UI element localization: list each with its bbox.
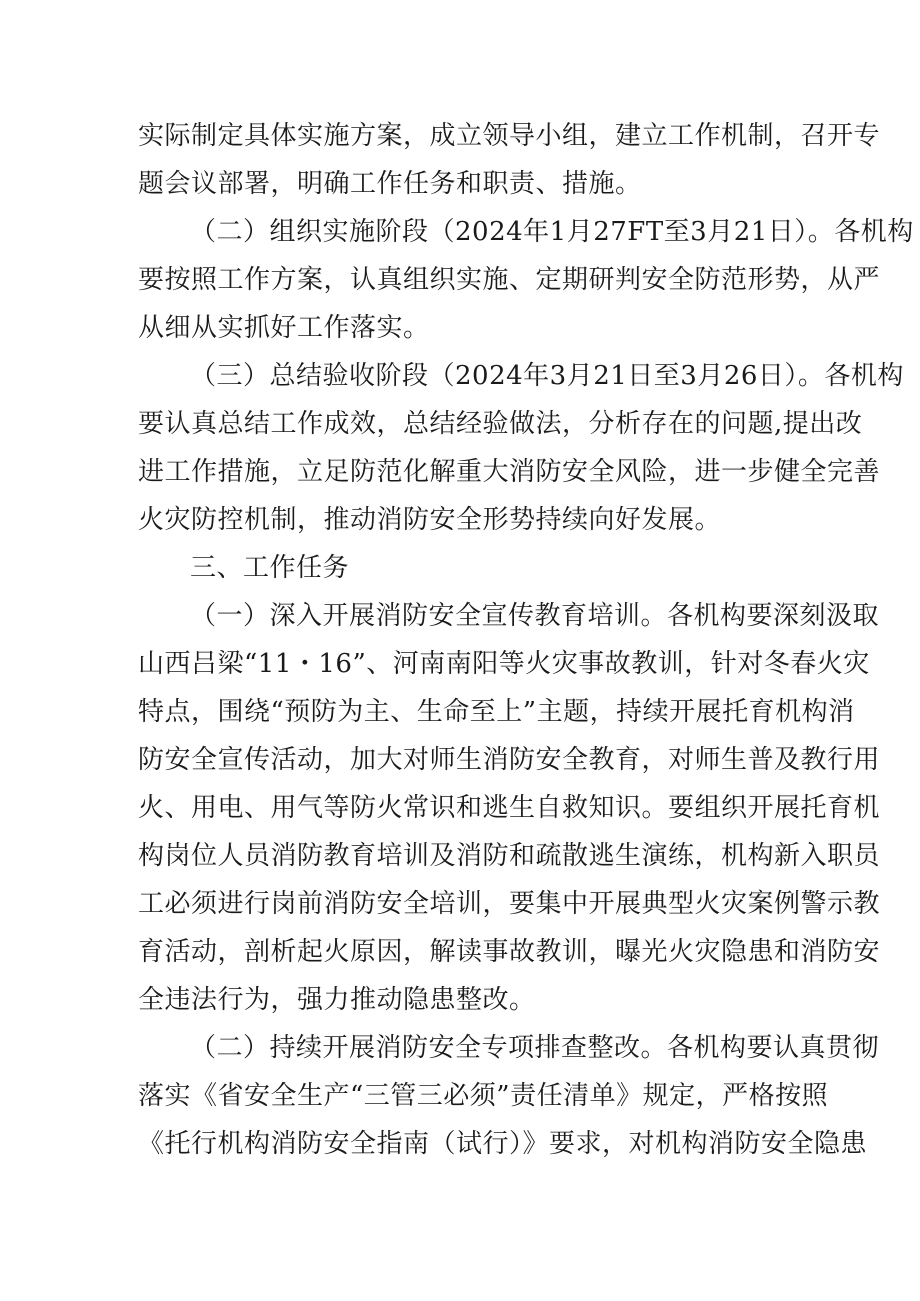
text-line: （二）组织实施阶段（2024年1月27FT至3月21日）。各机构 [190, 217, 914, 247]
text-line: 火灾防控机制，推动消防安全形势持续向好发展。 [138, 505, 722, 535]
text-line: 从细从实抓好工作落实。 [138, 313, 430, 343]
text-line: （一）深入开展消防安全宣传教育培训。各机构要深刻汲取 [190, 601, 880, 631]
text-line: 工必须进行岗前消防安全培训，要集中开展典型火灾案例警示教 [138, 889, 881, 919]
text-line: 火、用电、用气等防火常识和逃生自救知识。要组织开展托育机 [138, 793, 881, 823]
text-line: 特点，围绕“预防为主、生命至上”主题，持续开展托育机构消 [138, 697, 855, 727]
text-line: 山西吕梁“11・16”、河南南阳等火灾事故教训，针对冬春火灾 [138, 649, 870, 679]
document-body [138, 112, 914, 1168]
text-line: 进工作措施，立足防范化解重大消防安全风险，进一步健全完善 [138, 457, 881, 487]
paragraph-5 [138, 1024, 880, 1168]
text-line: 要按照工作方案，认真组织实施、定期研判安全防范形势，从严 [138, 265, 881, 295]
text-line: 三、工作任务 [190, 553, 350, 583]
section-heading [138, 544, 798, 592]
text-line: 实际制定具体实施方案，成立领导小组，建立工作机制，召开专 [138, 121, 881, 151]
text-line: 全违法行为，强力推动隐患整改。 [138, 985, 536, 1015]
paragraph-2 [138, 208, 914, 352]
text-line: 《托行机构消防安全指南（试行）》要求，对机构消防安全隐患 [138, 1129, 868, 1159]
text-line: 要认真总结工作成效，总结经验做法，分析存在的问题,提出改 [138, 409, 863, 439]
text-line: 构岗位人员消防教育培训及消防和疏散逃生演练，机构新入职员 [138, 841, 881, 871]
paragraph-4 [138, 592, 881, 1024]
text-line: 题会议部署，明确工作任务和职责、措施。 [138, 169, 642, 199]
text-line: 落实《省安全生产“三管三必须”责任清单》规定，严格按照 [138, 1081, 829, 1111]
text-line: 防安全宣传活动，加大对师生消防安全教育，对师生普及教行用 [138, 745, 881, 775]
paragraph-1 [138, 112, 881, 208]
text-line: 育活动，剖析起火原因，解读事故教训，曝光火灾隐患和消防安 [138, 937, 881, 967]
text-line: （二）持续开展消防安全专项排查整改。各机构要认真贯彻 [190, 1033, 880, 1063]
paragraph-3 [138, 352, 904, 544]
text-line: （三）总结验收阶段（2024年3月21日至3月26日）。各机构 [190, 361, 904, 391]
